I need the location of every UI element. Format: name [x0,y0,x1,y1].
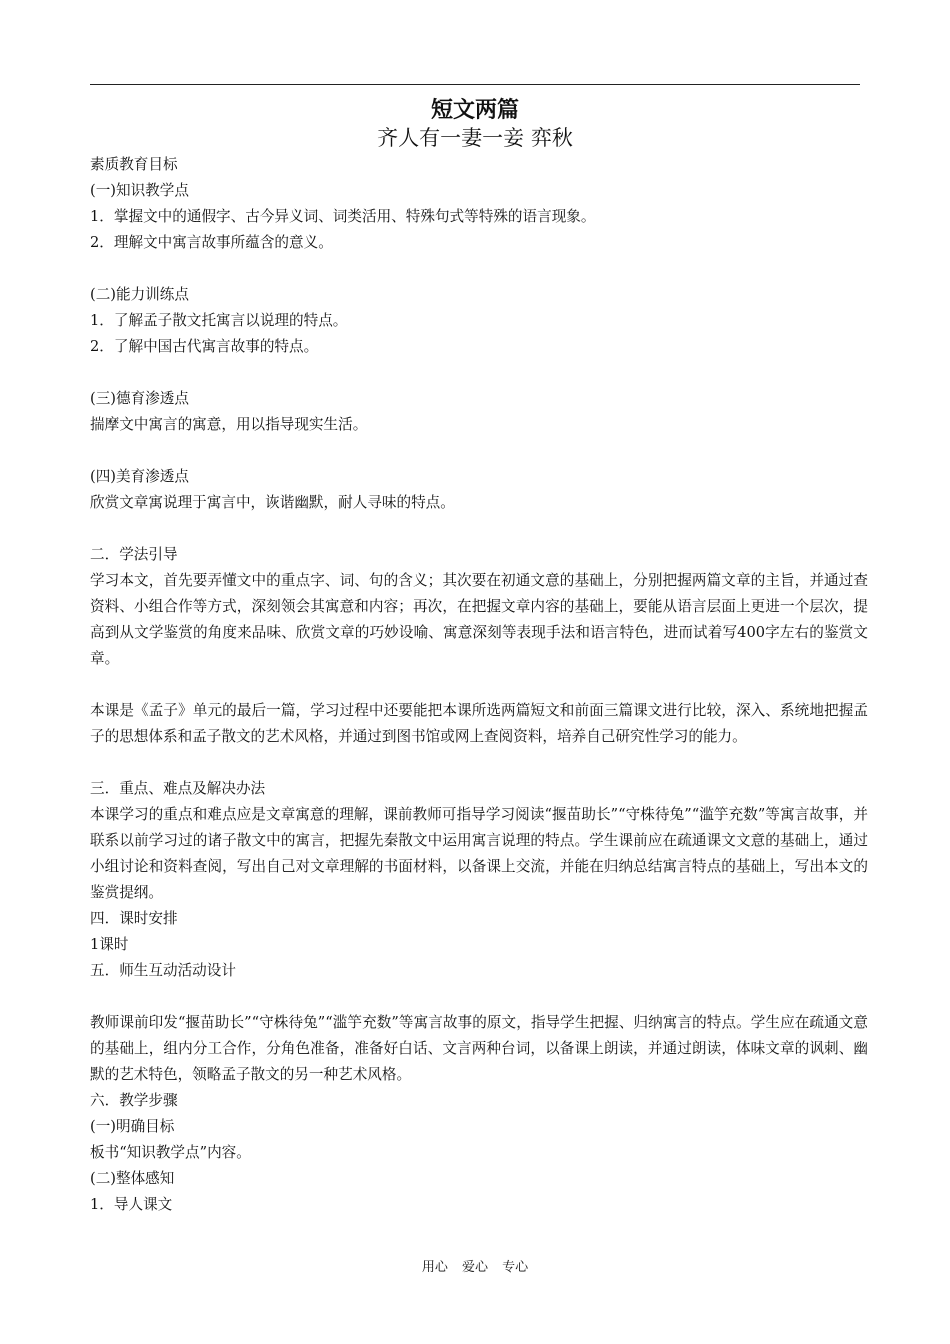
body-paragraph: 1课时 [90,936,129,953]
body-paragraph: 2．了解中国古代寓言故事的特点。 [90,338,319,355]
body-paragraph: (一)知识教学点 [90,182,189,199]
page-footer: 用心 爱心 专心 [421,1260,529,1275]
blank-line [90,984,868,1010]
document-body [90,152,868,1218]
body-paragraph: 四．课时安排 [90,910,178,927]
body-paragraph: 1．导人课文 [90,1196,173,1213]
header-rule [90,84,860,85]
blank-line [90,672,868,698]
body-paragraph: 本课学习的重点和难点应是文章寓意的理解，课前教师可指导学习阅读“揠苗助长”“守株待兔”“滥竽充数”等寓言故事，并联系以前学习过的诸子散文中的寓言，把握先秦散文中运用寓言说理的特点。学生课前应在疏通课文文意的基础上，通过小组讨论和资料查阅，写出自己对文章理解的书面材料，以备课上交流，并能在归纳总结寓言特点的基础上，写出本文的鉴赏提纲。 [90,806,868,901]
body-paragraph: 1．掌握文中的通假字、古今异义词、词类活用、特殊句式等特殊的语言现象。 [90,208,596,225]
document-subtitle: 齐人有一妻一妾 弈秋 [377,126,573,150]
body-paragraph: 六．教学步骤 [90,1092,178,1109]
body-paragraph: 二．学法引导 [90,546,178,563]
body-paragraph: 板书“知识教学点”内容。 [90,1144,251,1161]
body-paragraph: 2．理解文中寓言故事所蕴含的意义。 [90,234,333,251]
body-paragraph: (二)能力训练点 [90,286,189,303]
document-title: 短文两篇 [430,97,519,123]
body-paragraph: 学习本文，首先要弄懂文中的重点字、词、句的含义；其次要在初通文意的基础上，分别把握两篇文章的主旨，并通过查资料、小组合作等方式，深刻领会其寓意和内容；再次，在把握文章内容的基础上，要能从语言层面上更进一个层次，提高到从文学鉴赏的角度来品味、欣赏文章的巧妙设喻、寓意深刻等表现手法和语言特色，进而试着写400字左右的鉴赏文章。 [90,572,868,667]
blank-line [90,438,868,464]
body-paragraph: (二)整体感知 [90,1170,175,1187]
body-paragraph: 揣摩文中寓言的寓意，用以指导现实生活。 [90,416,368,433]
body-paragraph: 三．重点、难点及解决办法 [90,780,266,797]
body-paragraph: 素质教育目标 [90,156,178,173]
body-paragraph: (三)德育渗透点 [90,390,189,407]
body-paragraph: (一)明确目标 [90,1118,175,1135]
body-paragraph: 本课是《孟子》单元的最后一篇，学习过程中还要能把本课所选两篇短文和前面三篇课文进行比较，深入、系统地把握孟子的思想体系和孟子散文的艺术风格，并通过到图书馆或网上查阅资料，培养自己研究性学习的能力。 [90,702,868,745]
body-paragraph: 欣赏文章寓说理于寓言中，诙谐幽默，耐人寻味的特点。 [90,494,455,511]
body-paragraph: 教师课前印发“揠苗助长”“守株待兔”“滥竽充数”等寓言故事的原文，指导学生把握、归纳寓言的特点。学生应在疏通文意的基础上，组内分工合作，分角色准备，准备好白话、文言两种台词，以备课上朗读，并通过朗读，体味文章的讽刺、幽默的艺术特色，领略孟子散文的另一种艺术风格。 [90,1014,868,1083]
blank-line [90,256,868,282]
blank-line [90,516,868,542]
body-paragraph: 1．了解孟子散文托寓言以说理的特点。 [90,312,348,329]
blank-line [90,750,868,776]
body-paragraph: (四)美育渗透点 [90,468,189,485]
blank-line [90,360,868,386]
body-paragraph: 五．师生互动活动设计 [90,962,236,979]
